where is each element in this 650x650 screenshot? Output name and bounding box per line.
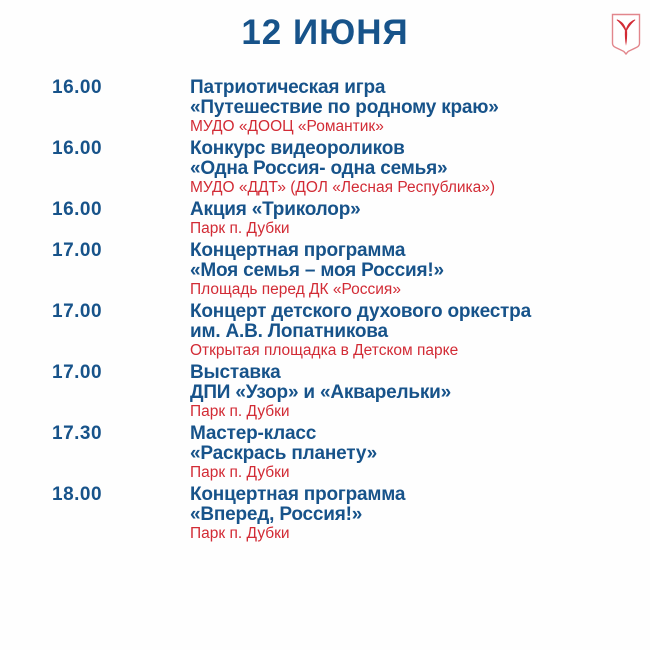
event-title-line: «Моя семья – моя Россия!» bbox=[190, 260, 444, 281]
event-time: 17.30 bbox=[52, 423, 103, 444]
schedule-list bbox=[52, 78, 636, 546]
event-details bbox=[190, 139, 636, 196]
event-title-line: им. А.В. Лопатникова bbox=[190, 321, 388, 342]
event-title-line: Конкурс видеороликов bbox=[190, 138, 405, 159]
event-venue: Парк п. Дубки bbox=[190, 403, 290, 420]
event-title-line: Концертная программа bbox=[190, 240, 406, 261]
event-title bbox=[190, 485, 636, 525]
event-details bbox=[190, 200, 636, 237]
event-details bbox=[190, 78, 636, 135]
event-title bbox=[190, 200, 636, 220]
event-details bbox=[190, 424, 636, 481]
event-time: 16.00 bbox=[52, 199, 103, 220]
schedule-item bbox=[52, 139, 636, 196]
event-title bbox=[190, 363, 636, 403]
event-title-line: «Раскрась планету» bbox=[190, 443, 378, 464]
event-time: 17.00 bbox=[52, 240, 103, 261]
page-title: 12 ИЮНЯ bbox=[241, 13, 409, 52]
schedule-item bbox=[52, 363, 636, 420]
event-title-line: «Вперед, Россия!» bbox=[190, 504, 363, 525]
event-details bbox=[190, 302, 636, 359]
event-title-line: Патриотическая игра bbox=[190, 77, 386, 98]
event-title bbox=[190, 139, 636, 179]
event-venue: Парк п. Дубки bbox=[190, 464, 290, 481]
event-time: 16.00 bbox=[52, 138, 103, 159]
event-title-line: Концерт детского духового оркестра bbox=[190, 301, 531, 322]
event-venue: Парк п. Дубки bbox=[190, 525, 290, 542]
schedule-item bbox=[52, 200, 636, 237]
event-title-line: Акция «Триколор» bbox=[190, 199, 361, 220]
event-title bbox=[190, 424, 636, 464]
schedule-item bbox=[52, 424, 636, 481]
event-title-line: ДПИ «Узор» и «Акварельки» bbox=[190, 382, 452, 403]
schedule-item bbox=[52, 78, 636, 135]
event-details bbox=[190, 363, 636, 420]
schedule-item bbox=[52, 302, 636, 359]
event-time: 17.00 bbox=[52, 301, 103, 322]
event-details bbox=[190, 241, 636, 298]
schedule-item bbox=[52, 241, 636, 298]
event-title-line: «Путешествие по родному краю» bbox=[190, 97, 499, 118]
event-venue: Площадь перед ДК «Россия» bbox=[190, 281, 401, 298]
schedule-item bbox=[52, 485, 636, 542]
event-time: 18.00 bbox=[52, 484, 103, 505]
event-details bbox=[190, 485, 636, 542]
event-venue: Открытая площадка в Детском парке bbox=[190, 342, 459, 359]
event-title bbox=[190, 78, 636, 118]
event-time: 17.00 bbox=[52, 362, 103, 383]
event-title bbox=[190, 302, 636, 342]
event-title-line: Выставка bbox=[190, 362, 281, 383]
event-venue: Парк п. Дубки bbox=[190, 220, 290, 237]
saratov-coat-of-arms-icon bbox=[611, 13, 641, 55]
event-title-line: Концертная программа bbox=[190, 484, 406, 505]
event-title-line: Мастер-класс bbox=[190, 423, 317, 444]
event-time: 16.00 bbox=[52, 77, 103, 98]
event-venue: МУДО «ДДТ» (ДОЛ «Лесная Республика») bbox=[190, 179, 496, 196]
event-title bbox=[190, 241, 636, 281]
event-title-line: «Одна Россия- одна семья» bbox=[190, 158, 448, 179]
event-venue: МУДО «ДООЦ «Романтик» bbox=[190, 118, 384, 135]
